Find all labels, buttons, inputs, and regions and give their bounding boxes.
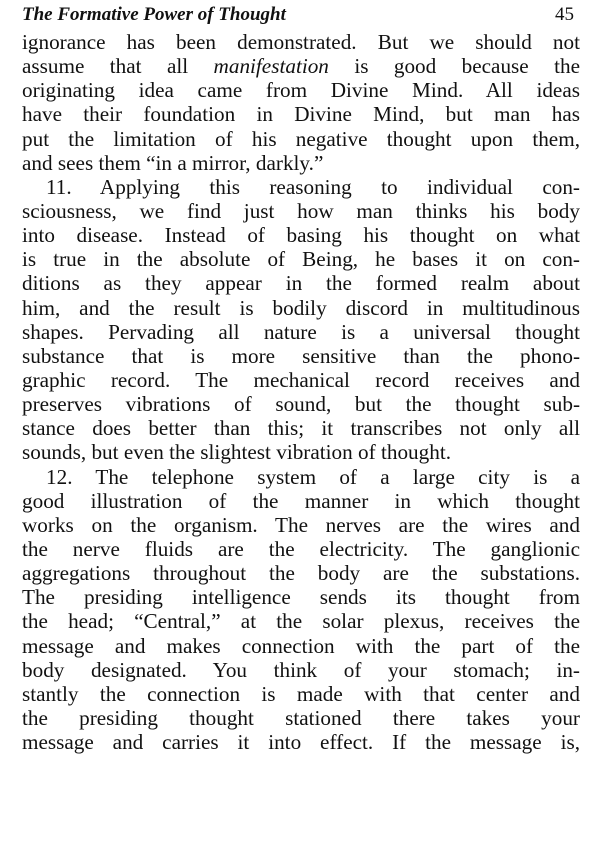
page-body bbox=[22, 30, 580, 754]
text-line: message and carries it into effect. If the message is, bbox=[22, 730, 580, 755]
text-line: sounds, but even the slightest vibration of thought. bbox=[22, 440, 452, 465]
text-line: put the limitation of his negative thought upon them, bbox=[22, 126, 580, 151]
paragraph bbox=[22, 175, 580, 465]
text-line: aggregations throughout the body are the substations. bbox=[22, 561, 580, 586]
text-line: stance does better than this; it transcribes not only all bbox=[22, 416, 580, 441]
paragraph bbox=[22, 465, 580, 755]
text-line: preserves vibrations of sound, but the thought sub- bbox=[22, 392, 580, 417]
text-line: 11. Applying this reasoning to individual con- bbox=[46, 174, 580, 199]
text-line: message and makes connection with the part of the bbox=[22, 633, 580, 658]
text-line: assume that all manifestation is good because the bbox=[22, 54, 580, 79]
text-line: graphic record. The mechanical record receives and bbox=[22, 367, 580, 392]
text-line: originating idea came from Divine Mind. All ideas bbox=[22, 78, 580, 103]
text-line: him, and the result is bodily discord in multitudinous bbox=[22, 295, 580, 320]
text-line: the presiding thought stationed there takes your bbox=[22, 705, 580, 730]
text-line: good illustration of the manner in which thought bbox=[22, 488, 580, 513]
text-line: the head; “Central,” at the solar plexus, receives the bbox=[22, 609, 580, 634]
text-line: sciousness, we find just how man thinks his body bbox=[22, 198, 580, 223]
text-line: and sees them “in a mirror, darkly.” bbox=[22, 150, 324, 175]
text-line: is true in the absolute of Being, he bases it on con- bbox=[22, 247, 580, 272]
text-line: substance that is more sensitive than the phono- bbox=[22, 343, 580, 368]
text-line: the nerve fluids are the electricity. The ganglionic bbox=[22, 536, 580, 561]
page-number: 45 bbox=[555, 4, 574, 25]
paragraph bbox=[22, 30, 580, 175]
text-line: The presiding intelligence sends its thought from bbox=[22, 585, 580, 610]
running-title: The Formative Power of Thought bbox=[22, 4, 286, 25]
text-line: ignorance has been demonstrated. But we should not bbox=[22, 30, 580, 54]
text-line: body designated. You think of your stomach; in- bbox=[22, 657, 580, 682]
text-line: works on the organism. The nerves are the wires and bbox=[22, 512, 580, 537]
text-line: ditions as they appear in the formed realm about bbox=[22, 271, 580, 296]
text-line: stantly the connection is made with that center and bbox=[22, 681, 580, 706]
page-header bbox=[22, 4, 574, 32]
text-line: into disease. Instead of basing his thought on what bbox=[22, 223, 580, 248]
text-line: have their foundation in Divine Mind, but man has bbox=[22, 102, 580, 127]
text-line: 12. The telephone system of a large city is a bbox=[46, 464, 580, 489]
text-line: shapes. Pervading all nature is a universal thought bbox=[22, 319, 580, 344]
